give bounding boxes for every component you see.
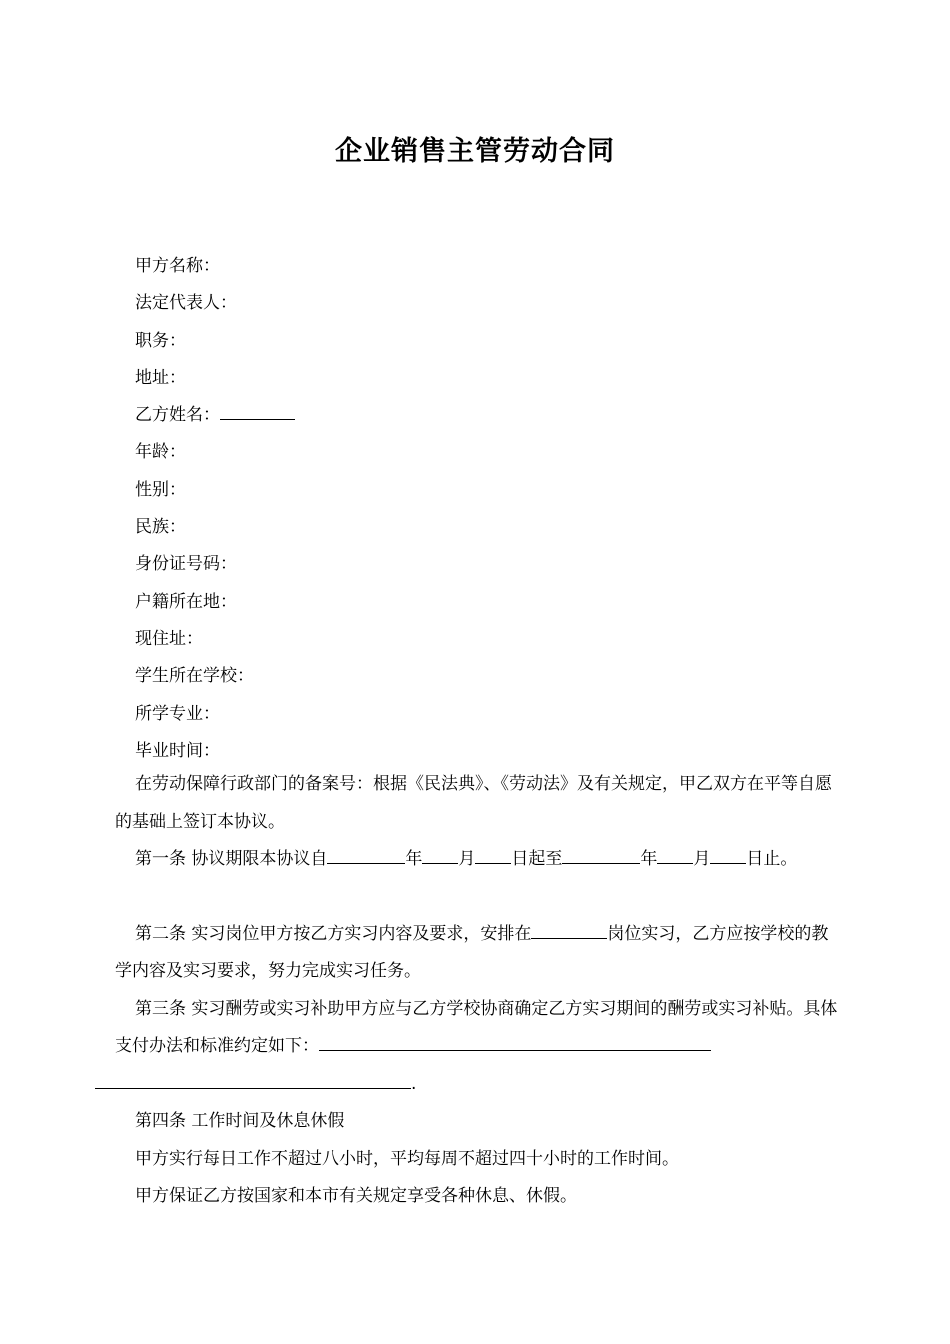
- party-b-name-blank[interactable]: [220, 402, 295, 420]
- field-party-b-name-row: [135, 397, 855, 434]
- article-3-text: 第三条 实习酬劳或实习补助甲方应与乙方学校协商确定乙方实习期间的酬劳或实习补贴。具体支付办法和标准约定如下：: [115, 998, 838, 1056]
- field-position: 职务：: [135, 330, 186, 351]
- spacer: [115, 879, 845, 916]
- article-2-suffix: 岗位实习，乙方应按学校的教学内容及实习要求，努力完成实习任务。: [115, 923, 829, 981]
- article-1-prefix: 第一条 协议期限本协议自: [135, 849, 328, 869]
- end-year-blank[interactable]: [562, 846, 640, 864]
- article-2-prefix: 第二条 实习岗位甲方按乙方实习内容及要求，安排在: [135, 923, 532, 944]
- article-4-paragraph-2: 甲方保证乙方按国家和本市有关规定享受各种休息、休假。: [135, 1186, 577, 1206]
- field-major: 所学专业：: [135, 703, 220, 724]
- article-3: [115, 991, 845, 1104]
- field-graduation-time: 毕业时间：: [135, 740, 220, 761]
- internship-position-blank[interactable]: [531, 921, 607, 939]
- article-2: [115, 916, 845, 991]
- payment-terms-blank-1[interactable]: [319, 1033, 711, 1051]
- field-id-number: 身份证号码：: [135, 554, 237, 575]
- field-ethnicity: 民族：: [135, 517, 186, 538]
- article-3-end: .: [411, 1073, 417, 1094]
- document-title: 企业销售主管劳动合同: [335, 136, 615, 167]
- payment-terms-blank-2[interactable]: [95, 1071, 411, 1089]
- end-month-blank[interactable]: [657, 846, 693, 864]
- article-1: [115, 841, 845, 879]
- article-4-heading: 第四条 工作时间及休息休假: [135, 1111, 345, 1131]
- field-current-address: 现住址：: [135, 628, 203, 649]
- field-age: 年龄：: [135, 442, 186, 463]
- article-1-month-1: 月: [458, 849, 476, 869]
- article-4-paragraph-1: 甲方实行每日工作不超过八小时，平均每周不超过四十小时的工作时间。: [135, 1148, 679, 1169]
- field-party-a-name: 甲方名称：: [135, 256, 220, 276]
- field-gender: 性别：: [135, 479, 186, 500]
- start-month-blank[interactable]: [422, 846, 458, 864]
- article-1-day-end: 日止。: [746, 849, 798, 869]
- article-1-month-2: 月: [693, 849, 711, 869]
- article-1-day-start: 日起至: [511, 849, 563, 869]
- field-address: 地址：: [135, 367, 186, 388]
- field-party-b-name: 乙方姓名：: [135, 405, 220, 426]
- party-fields: [135, 248, 855, 770]
- end-day-blank[interactable]: [710, 846, 746, 864]
- start-year-blank[interactable]: [327, 846, 405, 864]
- field-household-registration: 户籍所在地：: [135, 591, 237, 612]
- article-1-year-2: 年: [640, 849, 658, 869]
- intro-paragraph: 在劳动保障行政部门的备案号：根据《民法典》、《劳动法》及有关规定，甲乙双方在平等自愿的基础上签订本协议。: [115, 774, 832, 832]
- field-legal-rep: 法定代表人：: [135, 293, 237, 314]
- article-1-year-1: 年: [405, 849, 423, 869]
- contract-body: [115, 766, 845, 1216]
- start-day-blank[interactable]: [475, 846, 511, 864]
- field-school: 学生所在学校：: [135, 666, 254, 687]
